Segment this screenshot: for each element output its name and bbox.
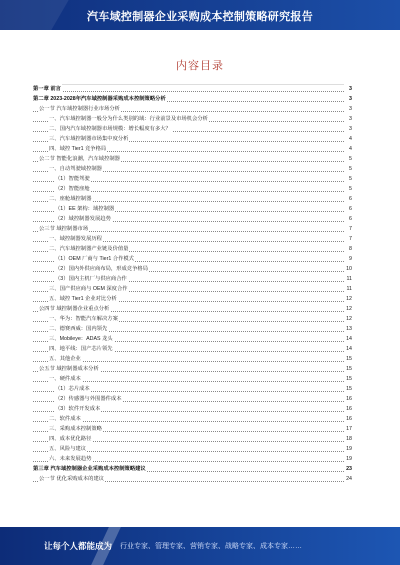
toc-entry-text: 四、成本优化路径: [49, 436, 92, 442]
toc-entry-page: 4: [344, 134, 352, 144]
toc-entry-text: （1）智能驾驶: [55, 176, 90, 182]
toc-entry-page: 7: [344, 234, 352, 244]
toc-entry-text: （1）芯片成本: [55, 386, 90, 392]
toc-entry-text: 第三章 汽车域控制器企业采购成本控制策略建议: [33, 466, 146, 472]
toc-entry[interactable]: [33, 244, 352, 254]
footer-description: 行业专家、管理专家、营销专家、战略专家、成本专家……: [120, 543, 302, 550]
toc-entry-text: （3）软件开发成本: [55, 406, 101, 412]
toc-entry-text: （2）传感器与外围器件成本: [55, 396, 122, 402]
toc-entry-page: 16: [344, 394, 352, 404]
toc-entry[interactable]: [33, 334, 352, 344]
toc-entry-page: 7: [344, 224, 352, 234]
toc-entry-page: 15: [344, 364, 352, 374]
toc-entry[interactable]: [33, 94, 352, 104]
toc-entry-text: 三、汽车域控制器市场集中度分析: [49, 136, 129, 142]
toc-entry[interactable]: [33, 214, 352, 224]
toc-entry-page: 5: [344, 154, 352, 164]
toc-entry-page: 3: [344, 84, 352, 94]
toc-entry-page: 16: [344, 404, 352, 414]
toc-entry-text: 一、域控制器发展历程: [49, 236, 102, 242]
toc-entry-text: 四、域控 Tier1 竞争格局: [49, 146, 107, 152]
toc-entry-text: 一、汽车域控制器一般分为什么类别的域：行业前景及市场机会分析: [49, 116, 208, 122]
toc-entry-page: 24: [344, 474, 352, 484]
toc-entry-page: 23: [344, 464, 352, 474]
toc-entry-page: 5: [344, 164, 352, 174]
toc-entry[interactable]: [33, 284, 352, 294]
toc-entry-page: 13: [344, 324, 352, 334]
toc-entry-page: 14: [344, 344, 352, 354]
toc-entry[interactable]: [33, 174, 352, 184]
toc-entry-page: 18: [344, 434, 352, 444]
toc-entry[interactable]: [33, 414, 352, 424]
toc-entry[interactable]: [33, 124, 352, 134]
toc-entry[interactable]: [33, 464, 352, 474]
toc-entry-page: 15: [344, 384, 352, 394]
header-bar: [0, 0, 400, 30]
report-title: 汽车域控制器企业采购成本控制策略研究报告: [87, 11, 313, 23]
toc-entry-page: 9: [344, 254, 352, 264]
toc-entry[interactable]: [33, 314, 352, 324]
toc-entry[interactable]: [33, 254, 352, 264]
toc-entry-page: 19: [344, 444, 352, 454]
toc-entry[interactable]: [33, 394, 352, 404]
toc-entry-text: 三、采购成本控制策略: [49, 426, 102, 432]
toc-entry-page: 15: [344, 374, 352, 384]
toc-entry-page: 12: [344, 314, 352, 324]
toc-entry[interactable]: [33, 344, 352, 354]
toc-entry-text: 一、自动驾驶域控制器: [49, 166, 102, 172]
toc-entry-text: 公一节 汽车域控制器行业市场分析: [39, 106, 120, 112]
toc-entry-text: 二、座舱域控制器: [49, 196, 92, 202]
toc-entry[interactable]: [33, 424, 352, 434]
toc-entry-text: （2）国内外供应商布局，形成竞争格局: [55, 266, 148, 272]
toc-entry-page: 3: [344, 104, 352, 114]
toc-entry[interactable]: [33, 294, 352, 304]
toc-entry[interactable]: [33, 134, 352, 144]
toc-entry-page: 6: [344, 194, 352, 204]
toc-entry-text: 四、地平线：国产芯片领先: [49, 346, 113, 352]
toc-entry-text: （1）OEM 厂商与 Tier1 合作模式: [55, 256, 134, 262]
toc-entry-page: 3: [344, 114, 352, 124]
toc-entry-text: 一、华为：智能汽车解决方案: [49, 316, 118, 322]
toc-entry-page: 15: [344, 354, 352, 364]
table-of-contents: [33, 84, 352, 484]
toc-entry-text: 五、其他企业: [49, 356, 81, 362]
toc-entry-page: 16: [344, 414, 352, 424]
toc-entry[interactable]: [33, 434, 352, 444]
toc-entry-text: 五、域控 Tier1 企业对比分析: [49, 296, 117, 302]
toc-entry[interactable]: [33, 274, 352, 284]
toc-entry[interactable]: [33, 364, 352, 374]
toc-entry[interactable]: [33, 144, 352, 154]
toc-entry[interactable]: [33, 304, 352, 314]
toc-entry-text: 第二章 2023-2028年汽车域控制器采购成本控制策略分析: [33, 96, 166, 102]
toc-entry-text: （1）EE 架构：域控制器: [55, 206, 115, 212]
toc-entry-text: 五、风险与建议: [49, 446, 87, 452]
toc-entry-page: 5: [344, 184, 352, 194]
toc-entry-page: 5: [344, 174, 352, 184]
toc-entry-text: 公一节 优化采购成本的建议: [39, 476, 105, 482]
toc-entry-text: 公二节 智能化浪潮，汽车域控制器: [39, 156, 120, 162]
toc-entry[interactable]: [33, 454, 352, 464]
toc-entry[interactable]: [33, 104, 352, 114]
toc-entry-page: 11: [344, 284, 352, 294]
toc-entry[interactable]: [33, 204, 352, 214]
toc-entry[interactable]: [33, 264, 352, 274]
toc-entry-text: （3）国内主机厂与供应商合作: [55, 276, 127, 282]
toc-entry-page: 12: [344, 294, 352, 304]
toc-entry-page: 11: [344, 274, 352, 284]
toc-entry[interactable]: [33, 404, 352, 414]
toc-entry-text: （2）域控制器发展趋势: [55, 216, 111, 222]
toc-leader-dots: [33, 84, 344, 92]
toc-entry-text: 公五节 域控制器成本分析: [39, 366, 99, 372]
toc-entry-text: 一、硬件成本: [49, 376, 81, 382]
toc-entry-page: 6: [344, 204, 352, 214]
toc-entry-text: 第一章 前言: [33, 86, 61, 92]
toc-entry[interactable]: [33, 234, 352, 244]
toc-entry-text: 三、Mobileye：ADAS 龙头: [49, 336, 113, 342]
toc-entry[interactable]: [33, 224, 352, 234]
toc-entry-page: 17: [344, 424, 352, 434]
toc-entry[interactable]: [33, 374, 352, 384]
toc-entry[interactable]: [33, 384, 352, 394]
toc-entry-text: 二、汽车域控制器产业链及价值量: [49, 246, 129, 252]
toc-entry-page: 3: [344, 94, 352, 104]
toc-entry[interactable]: [33, 444, 352, 454]
toc-entry-page: 3: [344, 124, 352, 134]
toc-entry-text: 二、软件成本: [49, 416, 81, 422]
toc-entry-page: 4: [344, 144, 352, 154]
toc-entry-page: 8: [344, 244, 352, 254]
toc-entry-text: 二、德赛西威：国内领先: [49, 326, 108, 332]
toc-entry[interactable]: [33, 84, 352, 94]
toc-title: 内容目录: [176, 60, 224, 72]
toc-entry-page: 19: [344, 454, 352, 464]
toc-entry[interactable]: [33, 474, 352, 484]
toc-entry[interactable]: [33, 184, 352, 194]
toc-entry-text: 公四节 域控制器企业重点分析: [39, 306, 110, 312]
toc-entry-page: 6: [344, 214, 352, 224]
toc-entry-text: 公三节 域控制器市场: [39, 226, 89, 232]
footer-slogan: 让每个人都能成为: [44, 541, 113, 551]
toc-entry-text: 六、未来发展趋势: [49, 456, 92, 462]
footer-bar: [0, 527, 400, 565]
toc-entry[interactable]: [33, 324, 352, 334]
toc-entry-page: 10: [344, 264, 352, 274]
toc-entry[interactable]: [33, 194, 352, 204]
toc-entry-text: （2）智能座舱: [55, 186, 90, 192]
toc-entry[interactable]: [33, 114, 352, 124]
toc-entry[interactable]: [33, 154, 352, 164]
toc-entry[interactable]: [33, 164, 352, 174]
toc-entry-page: 12: [344, 304, 352, 314]
toc-entry-text: 三、国产供应商与 OEM 深度合作: [49, 286, 128, 292]
toc-entry-text: 二、国内汽车域控制器市场规模：增长幅度有多大？: [49, 126, 171, 132]
toc-entry[interactable]: [33, 354, 352, 364]
toc-entry-page: 14: [344, 334, 352, 344]
